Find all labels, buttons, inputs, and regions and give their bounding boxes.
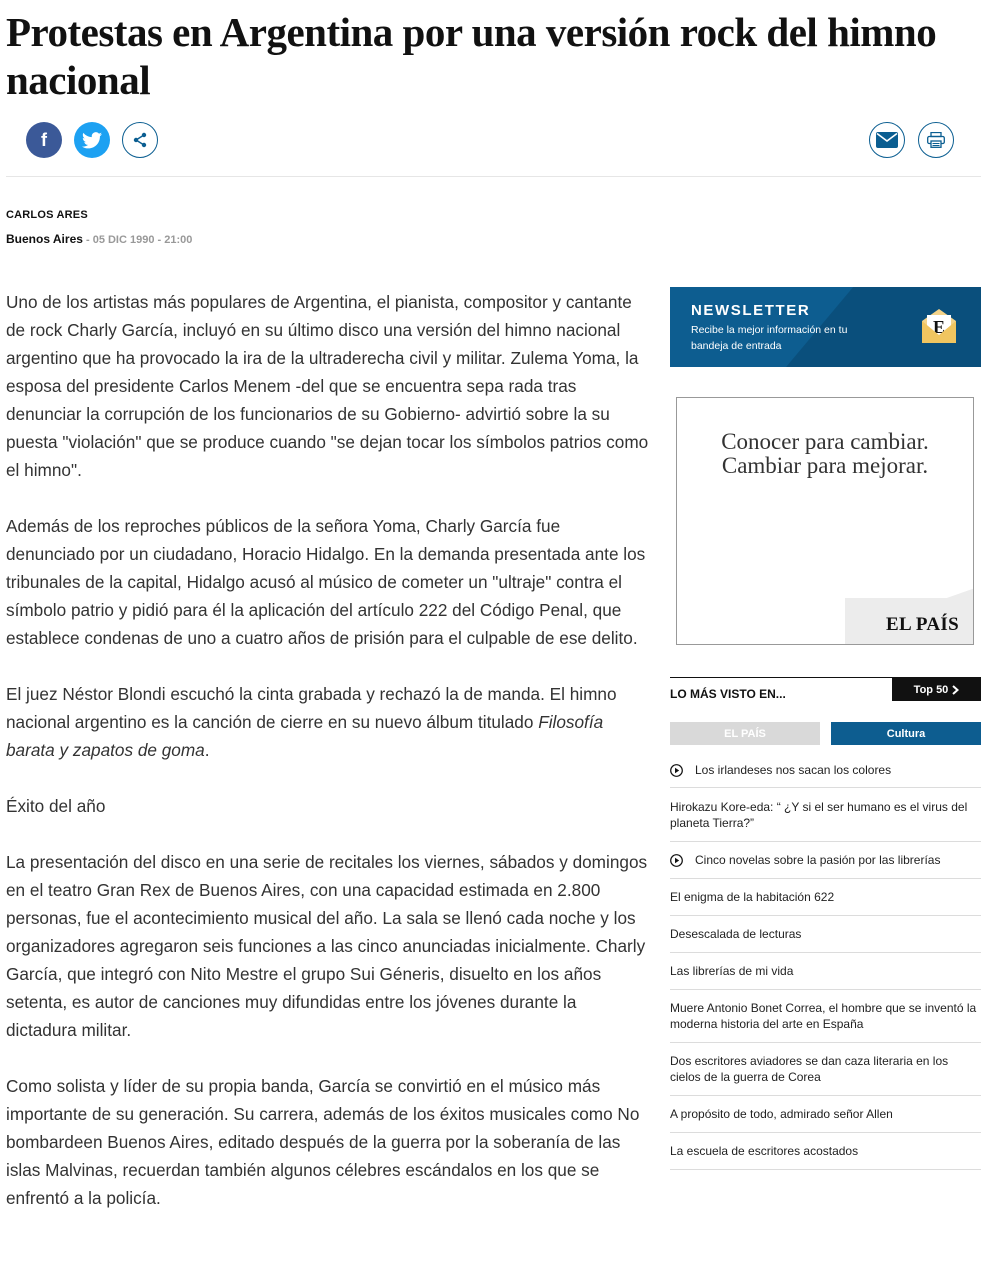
list-item-text: A propósito de todo, admirado señor Allen bbox=[670, 1107, 893, 1121]
print-button[interactable] bbox=[918, 122, 954, 158]
most-viewed-title: LO MÁS VISTO EN... bbox=[670, 687, 786, 701]
newsletter-banner[interactable] bbox=[670, 287, 981, 367]
most-viewed-list bbox=[670, 753, 981, 1170]
divider bbox=[6, 176, 981, 177]
share-icon bbox=[131, 131, 149, 149]
list-item-text: Cinco novelas sobre la pasión por las librerías bbox=[695, 853, 941, 867]
list-item[interactable] bbox=[670, 916, 981, 953]
article-paragraph: Como solista y líder de su propia banda, García se convirtió en el músico más importante de su generación. Su carrera, además de los éxitos musicales como No bombardeen Buenos Aires, editado después de la guerra por la soberanía de las islas Malvinas, recuerdan también algunos célebres escándalos en los que se enfrentó a la policía. bbox=[6, 1076, 640, 1208]
tab-cultura[interactable]: Cultura bbox=[831, 722, 981, 745]
newsletter-description: Recibe la mejor información en tu bandeja de entrada bbox=[691, 324, 848, 352]
more-share-button[interactable] bbox=[122, 122, 158, 158]
list-item-text: Muere Antonio Bonet Correa, el hombre que se inventó la moderna historia del arte en España bbox=[670, 1001, 977, 1031]
dateline-city: Buenos Aires bbox=[6, 232, 83, 246]
list-item[interactable] bbox=[670, 753, 981, 788]
advertisement[interactable] bbox=[676, 397, 974, 645]
chevron-right-icon bbox=[952, 685, 959, 695]
envelope-letter: E bbox=[932, 317, 946, 337]
list-item-text: La escuela de escritores acostados bbox=[670, 1144, 859, 1158]
album-title: Filosofía barata y zapatos de goma bbox=[6, 712, 604, 760]
play-icon bbox=[670, 764, 683, 777]
top50-button[interactable] bbox=[892, 678, 981, 701]
list-item-text: Dos escritores aviadores se dan caza literaria en los cielos de la guerra de Corea bbox=[670, 1054, 949, 1084]
list-item[interactable] bbox=[670, 1043, 981, 1096]
list-item[interactable] bbox=[670, 879, 981, 916]
list-item[interactable] bbox=[670, 788, 981, 842]
top50-label: Top 50 bbox=[913, 683, 949, 696]
facebook-icon: f bbox=[41, 129, 47, 150]
newsletter-title: NEWSLETTER bbox=[691, 302, 811, 319]
paragraph-end: . bbox=[204, 740, 210, 760]
dateline bbox=[6, 232, 192, 246]
list-item-text: El enigma de la habitación 622 bbox=[670, 890, 835, 904]
ad-logo: EL PAÍS bbox=[885, 614, 959, 635]
list-item[interactable] bbox=[670, 990, 981, 1043]
article-paragraph: Uno de los artistas más populares de Argentina, el pianista, compositor y cantante de rock Charly García, incluyó en su último disco una versión del himno nacional argentino que ha provocado la ira de la ultraderecha civil y militar. Zulema Yoma, la esposa del presidente Carlos Menem -del que se encuentra sepa rada tras denunciar la corrupción de los funcionarios de su Gobierno- advirtió sobre la su puesta "violación" que se produce cuando "se dejan tocar los símbolos patrios como el himno". bbox=[6, 292, 649, 480]
email-icon bbox=[876, 132, 898, 148]
article-paragraph bbox=[6, 680, 651, 764]
facebook-share-button[interactable] bbox=[26, 122, 62, 158]
paragraph-text: El juez Néstor Blondi escuchó la cinta grabada y rechazó la de manda. El himno nacional argentino es la canción de cierre en su nuevo álbum titulado bbox=[6, 684, 617, 732]
article-subheading: Éxito del año bbox=[6, 796, 106, 816]
share-bar bbox=[26, 122, 158, 158]
most-viewed-header bbox=[670, 677, 981, 706]
tab-el-pais[interactable]: EL PAÍS bbox=[670, 722, 820, 745]
list-item[interactable] bbox=[670, 1096, 981, 1133]
list-item-text: Las librerías de mi vida bbox=[670, 964, 794, 978]
article-paragraph: La presentación del disco en una serie de recitales los viernes, sábados y domingos en el teatro Gran Rex de Buenos Aires, con una capacidad estimada en 2.800 personas, fue el acontecimiento musical del año. La sala se llenó cada noche y los organizadores agregaron seis funciones a las cinco anunciadas inicialmente. Charly García, que integró con Nito Mestre el grupo Sui Géneris, disuelto en los años setenta, es autor de canciones muy difundidas entre los jóvenes durante la dictadura militar. bbox=[6, 852, 648, 1040]
list-item[interactable] bbox=[670, 1133, 981, 1170]
article-paragraph: Además de los reproches públicos de la señora Yoma, Charly García fue denunciado por un ciudadano, Horacio Hidalgo. En la demanda presentada ante los tribunales de la capital, Hidalgo acusó al músico de cometer un "ultraje" contra el símbolo patrio y pidió para él la aplicación del artículo 222 del Código Penal, que establece condenas de uno a cuatro años de prisión para el culpable de ese delito. bbox=[6, 516, 646, 648]
dateline-date: - 05 DIC 1990 - 21:00 bbox=[82, 234, 193, 246]
ad-line-1: Conocer para cambiar. bbox=[721, 429, 929, 454]
play-icon bbox=[670, 854, 683, 867]
envelope-icon bbox=[920, 307, 958, 345]
most-viewed-tabs bbox=[670, 722, 981, 745]
utility-bar bbox=[869, 122, 954, 158]
article-headline: Protestas en Argentina por una versión rock del himno nacional bbox=[6, 9, 937, 103]
print-icon bbox=[927, 132, 945, 148]
twitter-share-button[interactable] bbox=[74, 122, 110, 158]
twitter-icon bbox=[82, 132, 102, 149]
list-item-text: Desescalada de lecturas bbox=[670, 927, 802, 941]
author-name[interactable]: CARLOS ARES bbox=[6, 209, 88, 221]
article-body bbox=[6, 288, 651, 1240]
email-button[interactable] bbox=[869, 122, 905, 158]
list-item[interactable] bbox=[670, 842, 981, 879]
list-item[interactable] bbox=[670, 953, 981, 990]
ad-line-2: Cambiar para mejorar. bbox=[721, 453, 929, 478]
list-item-text: Los irlandeses nos sacan los colores bbox=[695, 763, 892, 777]
list-item-text: Hirokazu Kore-eda: “ ¿Y si el ser humano es el virus del planeta Tierra?” bbox=[670, 799, 968, 830]
